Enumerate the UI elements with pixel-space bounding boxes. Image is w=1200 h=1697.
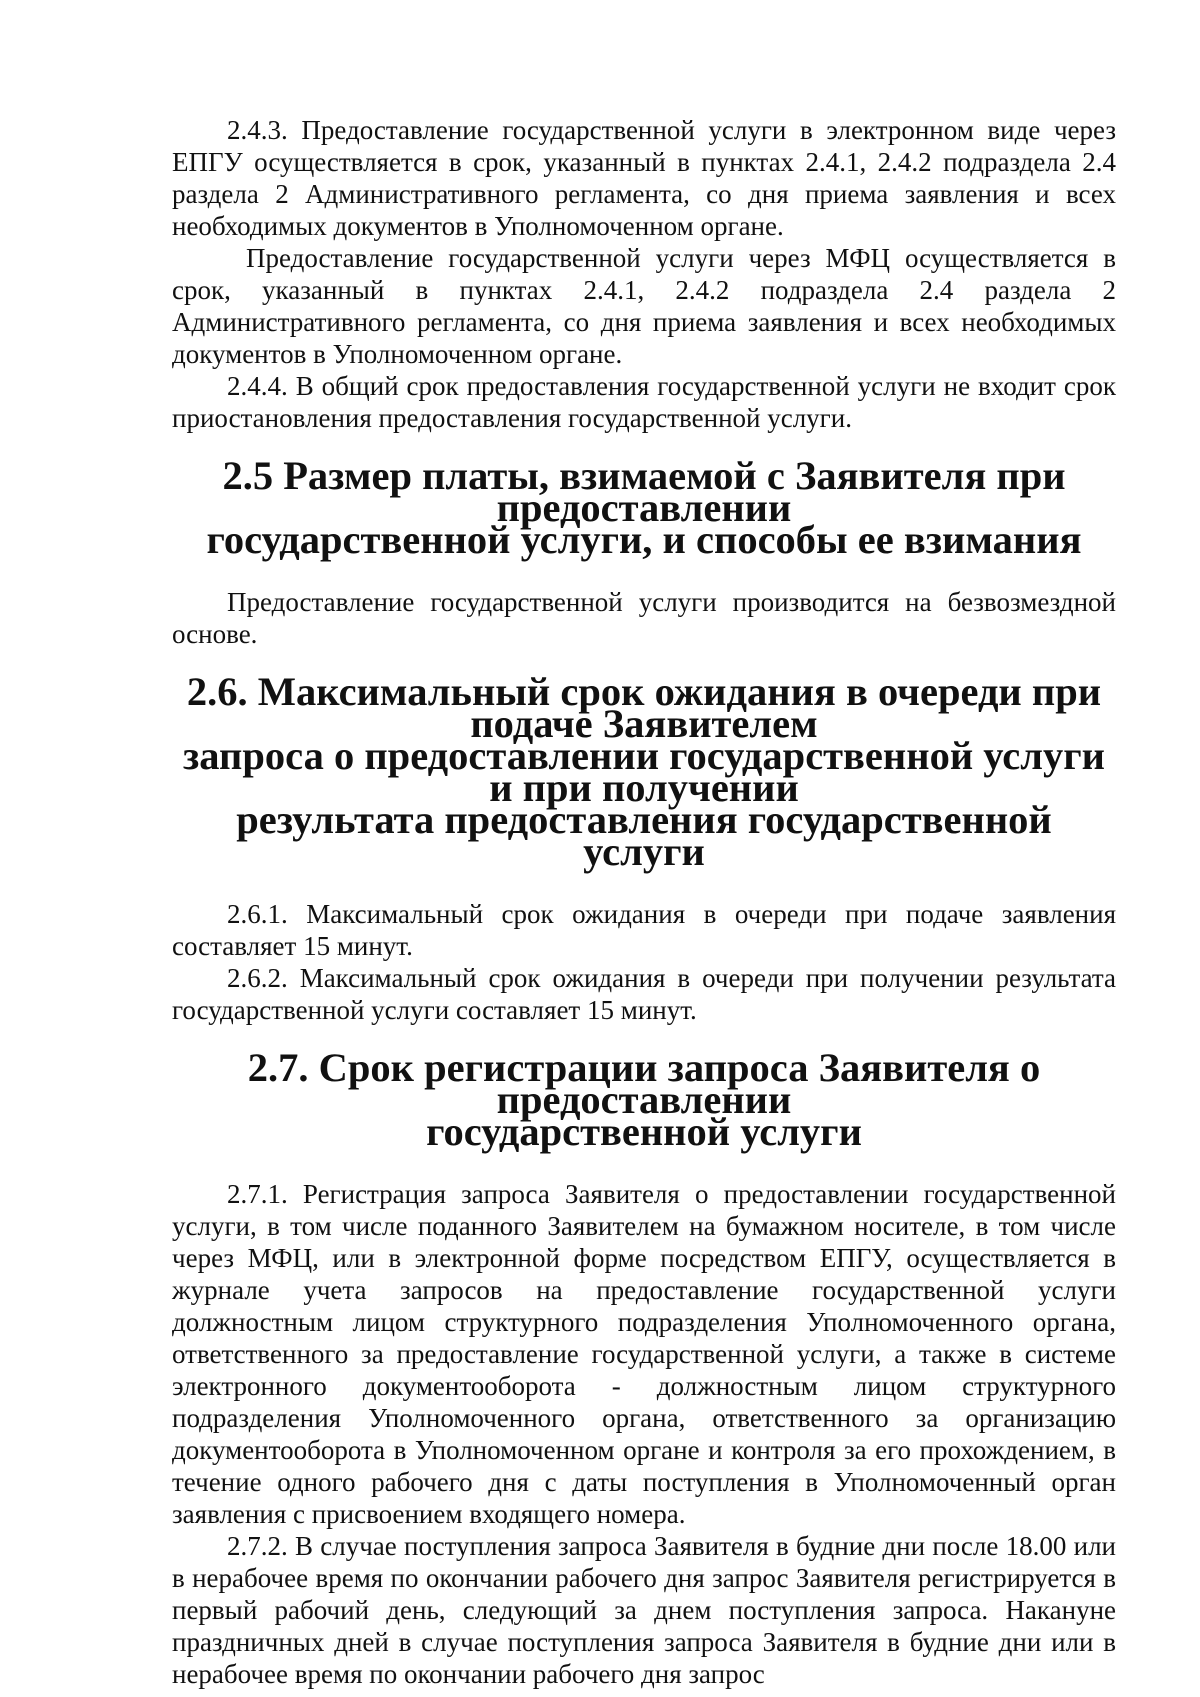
heading-2-5-line-2: государственной услуги, и способы ее взимания [206,517,1082,562]
heading-2-6 [172,669,1116,874]
paragraph-2-5: Предоставление государственной услуги производится на безвозмездной основе. [172,587,1116,649]
heading-2-5 [172,453,1116,562]
heading-2-7-line-1: 2.7. Срок регистрации запроса Заявителя о предоставлении [247,1045,1041,1122]
heading-2-5-line-1: 2.5 Размер платы, взимаемой с Заявителя при предоставлении [222,453,1066,530]
heading-2-6-line-1: 2.6. Максимальный срок ожидания в очереди при подаче Заявителем [186,669,1102,746]
paragraph-2-4-3: 2.4.3. Предоставление государственной услуги в электронном виде через ЕПГУ осуществляется в срок, указанный в пунктах 2.4.1, 2.4.2 подраздела 2.4 раздела 2 Административного регламента, со дня приема заявления и всех необходимых документов в Уполномоченном органе. [172,115,1116,241]
paragraph-2-6-1: 2.6.1. Максимальный срок ожидания в очереди при подаче заявления составляет 15 минут. [172,899,1116,961]
paragraph-mfc-term: Предоставление государственной услуги через МФЦ осуществляется в срок, указанный в пунктах 2.4.1, 2.4.2 подраздела 2.4 раздела 2 Административного регламента, со дня приема заявления и всех необходимых документов в Уполномоченном органе. [172,243,1116,369]
heading-2-6-line-3: результата предоставления государственной услуги [236,797,1052,874]
heading-2-7-line-2: государственной услуги [426,1109,862,1154]
heading-2-6-line-2: запроса о предоставлении государственной услуги и при получении [183,733,1105,810]
heading-2-7 [172,1045,1116,1154]
paragraph-2-7-1: 2.7.1. Регистрация запроса Заявителя о предоставлении государственной услуги, в том числе поданного Заявителем на бумажном носителе, в том числе через МФЦ, или в электронной форме посредством ЕПГУ, осуществляется в журнале учета запросов на предоставление государственной услуги должностным лицом структурного подразделения Уполномоченного органа, ответственного за предоставление государственной услуги, а также в системе электронного документооборота - должностным лицом структурного подразделения Уполномоченного органа, ответственного за организацию документооборота в Уполномоченном органе и контроля за его прохождением, в течение одного рабочего дня с даты поступления в Уполномоченный орган заявления с присвоением входящего номера. [172,1179,1116,1529]
paragraph-2-6-2: 2.6.2. Максимальный срок ожидания в очереди при получении результата государственной услуги составляет 15 минут. [172,963,1116,1025]
paragraph-2-7-2: 2.7.2. В случае поступления запроса Заявителя в будние дни после 18.00 или в нерабочее время по окончании рабочего дня запрос Заявителя регистрируется в первый рабочий день, следующий за днем поступления запроса. Накануне праздничных дней в случае поступления запроса Заявителя в будние дни или в нерабочее время по окончании рабочего дня запрос [172,1531,1116,1689]
paragraph-2-4-4: 2.4.4. В общий срок предоставления государственной услуги не входит срок приостановления предоставления государственной услуги. [172,371,1116,433]
document-page [172,114,1116,1690]
